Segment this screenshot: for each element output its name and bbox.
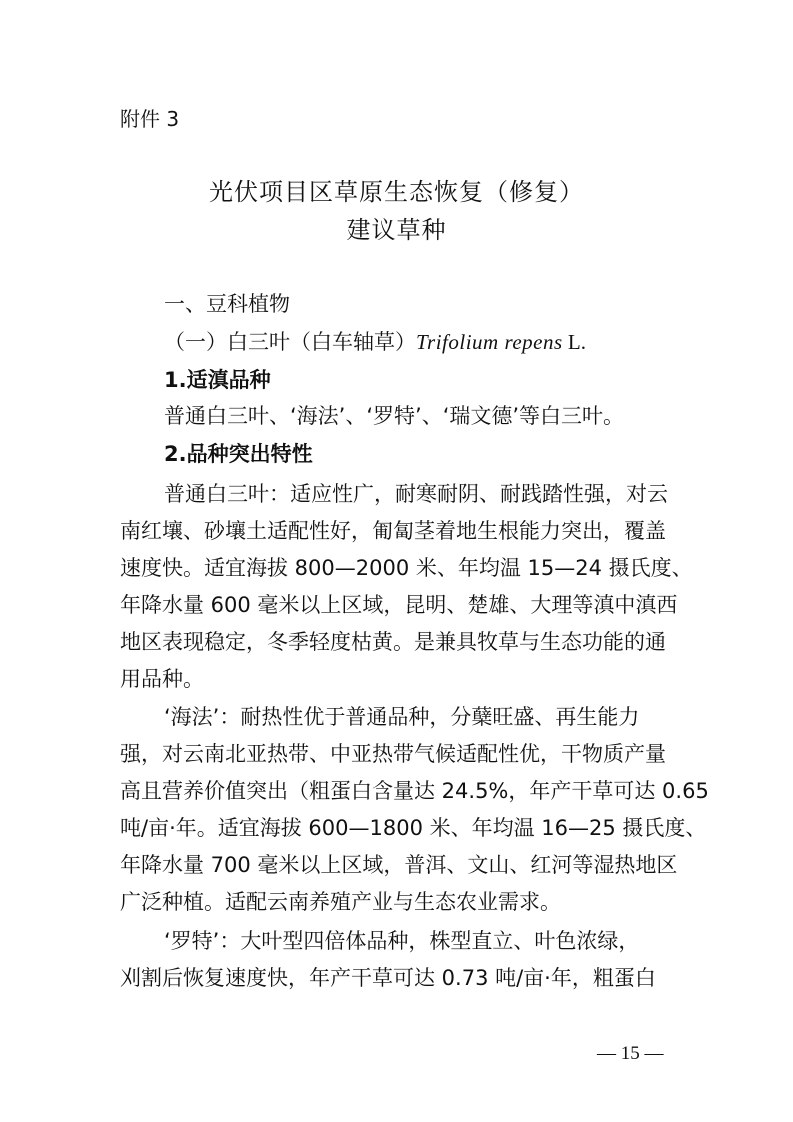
paragraph-line: 年降水量 600 毫米以上区域，昆明、楚雄、大理等滇中滇西	[120, 593, 678, 617]
document-title-line2: 建议草种	[346, 216, 447, 244]
species-latin-name: Trifolium repens	[416, 330, 563, 354]
section-heading: 一、豆科植物	[164, 292, 290, 316]
paragraph-line: 年降水量 700 毫米以上区域，普洱、文山、红河等湿热地区	[120, 853, 678, 877]
paragraph-line: 刈割后恢复速度快，年产干草可达 0.73 吨/亩·年，粗蛋白	[120, 966, 656, 990]
species-author: L.	[562, 330, 586, 354]
paragraph-line: 广泛种植。适配云南养殖产业与生态农业需求。	[120, 890, 561, 914]
subsection-heading	[164, 324, 724, 361]
item-text-varieties: 普通白三叶、‘海法’、‘罗特’、‘瑞文德’等白三叶。	[164, 404, 625, 428]
paragraph-line: 强，对云南北亚热带、中亚热带气候适配性优，干物质产量	[120, 742, 666, 766]
paragraph-line: 用品种。	[120, 667, 204, 691]
page-number: — 15 —	[597, 1043, 664, 1064]
item-heading-traits: 2.品种突出特性	[164, 442, 313, 466]
paragraph-line: 地区表现稳定，冬季轻度枯黄。是兼具牧草与生态功能的通	[120, 630, 666, 654]
paragraph-line: ‘罗特’：大叶型四倍体品种，株型直立、叶色浓绿，	[164, 929, 640, 953]
paragraph-line: 南红壤、砂壤土适配性好，匍匐茎着地生根能力突出，覆盖	[120, 519, 666, 543]
subsection-heading-cn: （一）白三叶（白车轴草）	[164, 330, 416, 354]
paragraph-line: 速度快。适宜海拔 800—2000 米、年均温 15—24 摄氏度、	[120, 556, 693, 580]
paragraph-line: 吨/亩·年。适宜海拔 600—1800 米、年均温 16—25 摄氏度、	[120, 816, 707, 840]
item-heading-varieties: 1.适滇品种	[164, 368, 271, 392]
attachment-label: 附件 3	[120, 107, 180, 131]
paragraph-line: 普通白三叶：适应性广，耐寒耐阴、耐践踏性强，对云	[164, 482, 668, 506]
paragraph-line: 高且营养价值突出（粗蛋白含量达 24.5%，年产干草可达 0.65	[120, 779, 709, 803]
paragraph-line: ‘海法’：耐热性优于普通品种，分蘖旺盛、再生能力	[164, 705, 640, 729]
document-title-line1: 光伏项目区草原生态恢复（修复）	[209, 178, 584, 206]
